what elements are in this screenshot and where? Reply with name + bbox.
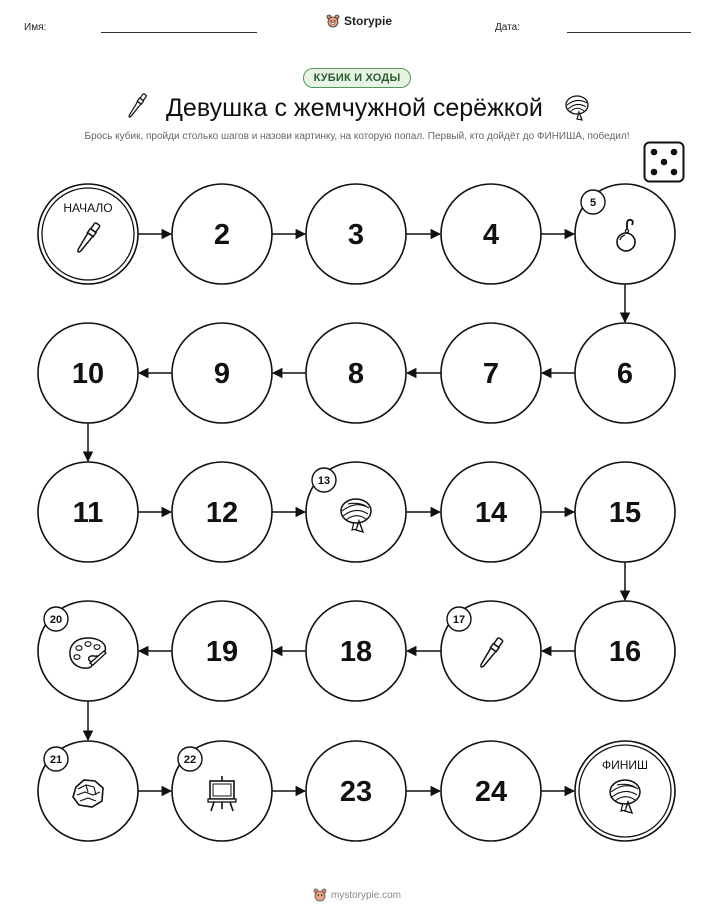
cell-number: 11 [72, 497, 104, 529]
board-cell-18 [306, 601, 406, 701]
instructions: Брось кубик, пройди столько шагов и назови картинку, на которую попал. Первый, кто дойдёт до ФИНИША, победил! [84, 131, 630, 142]
finish-label: ФИНИШ [601, 758, 649, 772]
board-cell-10 [38, 323, 138, 423]
board-cells [38, 184, 675, 841]
board-cell-11 [38, 462, 138, 562]
cell-number: 14 [474, 497, 508, 529]
cell-number: 2 [213, 219, 231, 251]
board-cell-21 [38, 741, 138, 841]
footer-url: mystorypie.com [330, 889, 401, 901]
page-title: Девушка с жемчужной серёжкой [166, 94, 543, 122]
board-cell-5 [575, 184, 675, 284]
board-cell-19 [172, 601, 272, 701]
board-cell-20 [38, 601, 138, 701]
cell-number: 18 [339, 636, 373, 668]
board-cell-15 [575, 462, 675, 562]
site-footer [313, 888, 401, 902]
cell-number: 23 [339, 776, 373, 808]
cell-number-badge: 20 [49, 614, 63, 626]
cell-number-badge: 17 [452, 614, 466, 626]
start-cell [38, 184, 138, 284]
name-label: Имя: [24, 22, 47, 33]
board-cell-24 [441, 741, 541, 841]
brand-name: Storypie [344, 14, 393, 28]
board-cell-17 [441, 601, 541, 701]
cell-number: 9 [213, 358, 231, 390]
board-cell-16 [575, 601, 675, 701]
cell-number-badge: 13 [317, 475, 331, 487]
cell-number-badge: 5 [589, 197, 597, 209]
game-type-tag: КУБИК И ХОДЫ [303, 68, 412, 88]
easel-icon [208, 776, 236, 811]
board-cell-4 [441, 184, 541, 284]
board-cell-6 [575, 323, 675, 423]
cell-number: 16 [608, 636, 642, 668]
board-cell-2 [172, 184, 272, 284]
board-cell-23 [306, 741, 406, 841]
cell-number: 15 [608, 497, 642, 529]
board-cell-14 [441, 462, 541, 562]
finish-cell [575, 741, 675, 841]
cell-number: 19 [205, 636, 239, 668]
board-cell-8 [306, 323, 406, 423]
bear-mascot-icon [313, 888, 327, 902]
cell-number-badge: 21 [49, 754, 63, 766]
cell-number: 10 [71, 358, 105, 390]
cell-number: 6 [616, 358, 634, 390]
cell-number: 12 [205, 497, 239, 529]
cell-number: 3 [347, 219, 365, 251]
board-cell-12 [172, 462, 272, 562]
board-cell-9 [172, 323, 272, 423]
cell-number: 24 [474, 776, 508, 808]
cell-number: 7 [482, 358, 500, 390]
start-label: НАЧАЛО [63, 201, 113, 215]
cell-number: 8 [347, 358, 365, 390]
board-cell-3 [306, 184, 406, 284]
cell-number-badge: 22 [183, 754, 197, 766]
board-cell-7 [441, 323, 541, 423]
cell-number: 4 [482, 219, 500, 251]
board-cell-22 [172, 741, 272, 841]
date-label: Дата: [495, 22, 520, 33]
board-cell-13 [306, 462, 406, 562]
